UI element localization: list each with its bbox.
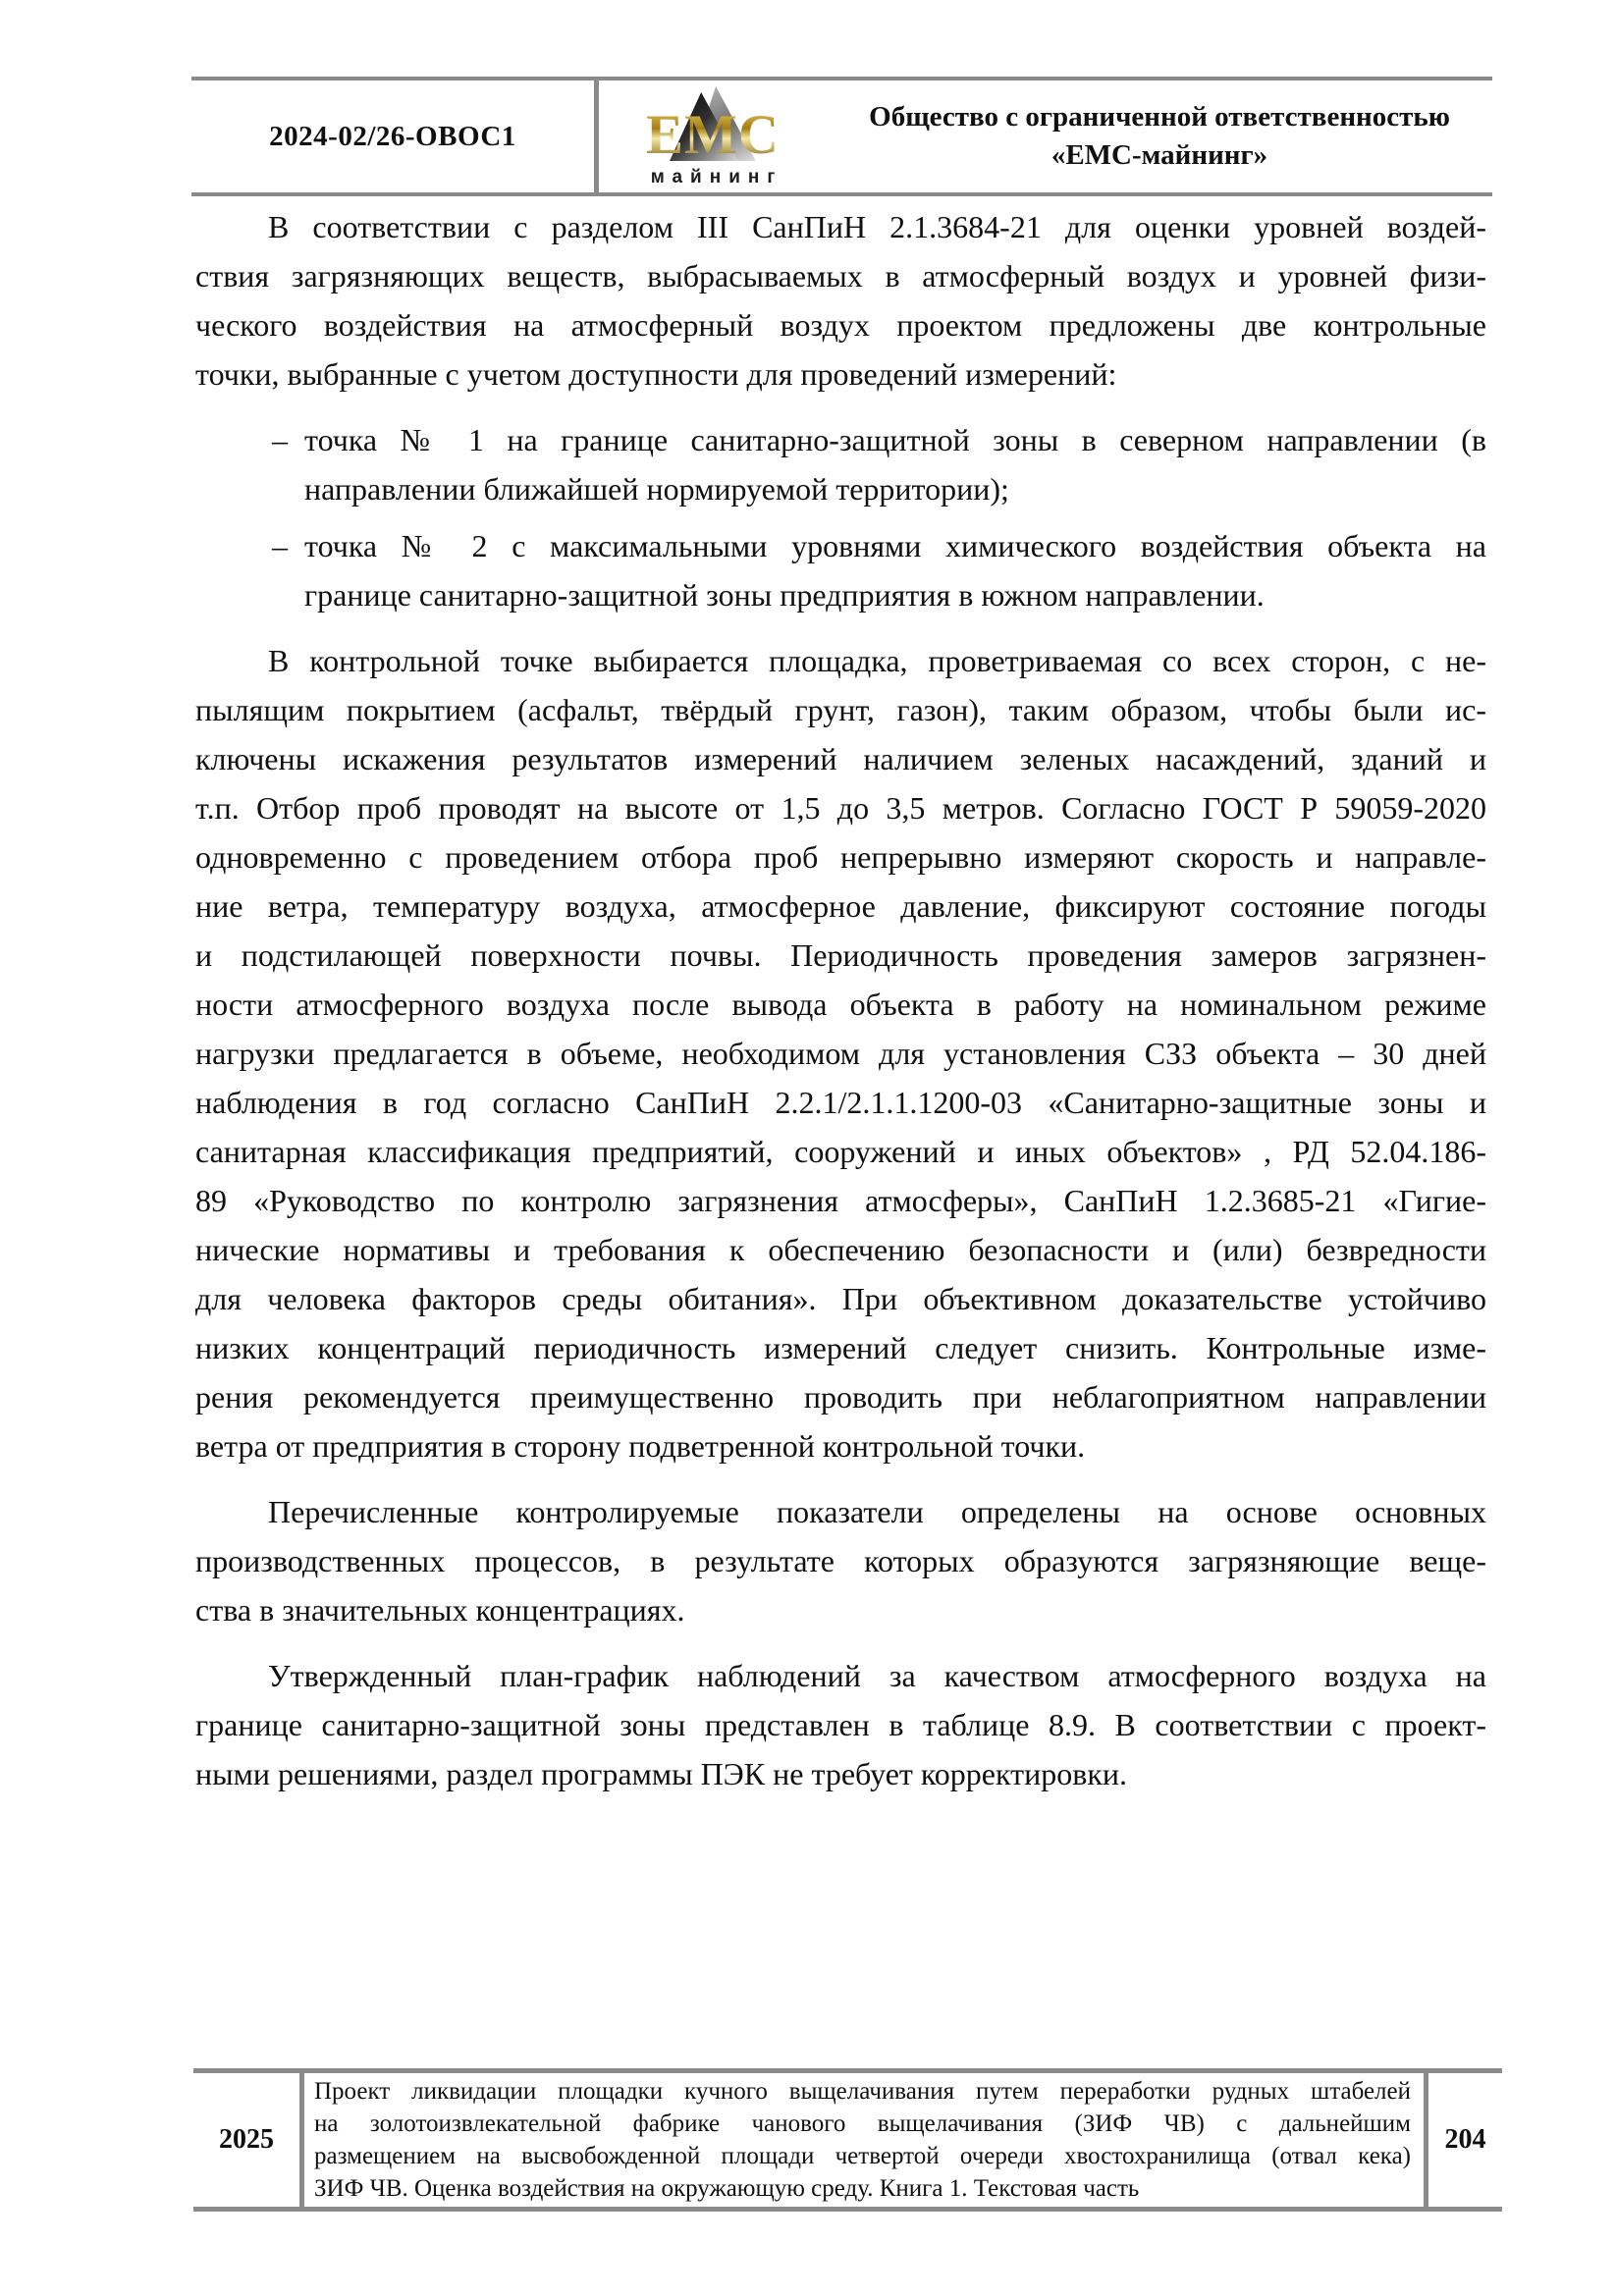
text-line: ключены искажения результатов измерений наличием зеленых насаждений, зданий и: [195, 741, 1486, 776]
paragraph: [195, 1651, 1486, 1798]
page-header: [191, 77, 1492, 196]
text-line: нические нормативы и требования к обеспечению безопасности и (или) безвредности: [195, 1232, 1486, 1267]
page-number: 204: [1444, 2124, 1486, 2155]
text-line: размещением на высвобожденной площади четвертой очереди хвостохранилища (отвал кека): [314, 2143, 1411, 2169]
text-line: ЗИФ ЧВ. Оценка воздействия на окружающую среду. Книга 1. Текстовая часть: [314, 2175, 1140, 2202]
text-line: ными решениями, раздел программы ПЭК не требует корректировки.: [195, 1756, 1128, 1791]
list-item: [195, 521, 1486, 619]
text-line: точка № 2 с максимальными уровнями химического воздействия объекта на: [304, 528, 1486, 563]
text-line: Утвержденный план-график наблюдений за качеством атмосферного воздуха на: [268, 1658, 1486, 1693]
text-line: ности атмосферного воздуха после вывода объекта в работу на номинальном режиме: [195, 987, 1486, 1022]
logo-cell: [599, 80, 827, 192]
paragraph: [195, 202, 1486, 399]
text-line: ства в значительных концентрациях.: [195, 1592, 685, 1628]
text-line: точка № 1 на границе санитарно-защитной зоны в северном направлении (в: [304, 422, 1486, 457]
text-line: В соответствии с разделом III СанПиН 2.1.3684-21 для оценки уровней воздей-: [268, 209, 1486, 244]
text-line: одновременно с проведением отбора проб непрерывно измеряют скорость и направле-: [195, 839, 1486, 875]
company-name: [827, 80, 1492, 192]
text-line: пылящим покрытием (асфальт, твёрдый грунт, газон), таким образом, чтобы были ис-: [195, 692, 1486, 727]
text-line: точки, выбранные с учетом доступности для проведений измерений:: [195, 356, 1117, 392]
logo-subtitle: майнинг: [650, 167, 783, 187]
text-line: санитарная классификация предприятий, сооружений и иных объектов» , РД 52.04.186-: [195, 1134, 1486, 1169]
text-line: низких концентраций периодичность измерений следует снизить. Контрольные изме-: [195, 1330, 1486, 1365]
text-line: границе санитарно-защитной зоны представлен в таблице 8.9. В соответствии с проект-: [195, 1707, 1486, 1742]
text-line: Проект ликвидации площадки кучного выщелачивания путем переработки рудных штабелей: [314, 2078, 1411, 2105]
text-line: т.п. Отбор проб проводят на высоте от 1,5 до 3,5 метров. Согласно ГОСТ Р 59059-2020: [195, 790, 1486, 826]
bullet-dash: –: [272, 528, 288, 563]
bullet-dash: –: [272, 422, 288, 457]
text-line: ние ветра, температуру воздуха, атмосферное давление, фиксируют состояние погоды: [195, 888, 1486, 924]
text-line: наблюдения в год согласно СанПиН 2.2.1/2.1.1.1200-03 «Санитарно-защитные зоны и: [195, 1085, 1486, 1120]
text-line: для человека факторов среды обитания». При объективном доказательстве устойчиво: [195, 1281, 1486, 1316]
document-number: 2024-02/26-ОВОС1: [269, 120, 516, 152]
company-name-line1: Общество с ограниченной ответственностью: [869, 101, 1450, 133]
paragraph: [195, 1487, 1486, 1634]
paragraph: [195, 636, 1486, 1470]
text-line: производственных процессов, в результате которых образуются загрязняющие веще-: [195, 1543, 1486, 1578]
footer-year: 2025: [219, 2124, 274, 2155]
document-body: [195, 202, 1486, 1815]
text-line: ческого воздействия на атмосферный воздух проектом предложены две контрольные: [195, 307, 1486, 343]
text-line: на золотоизвлекательной фабрике чанового выщелачивания (ЗИФ ЧВ) с дальнейшим: [314, 2110, 1411, 2137]
text-line: В контрольной точке выбирается площадка, проветриваемая со всех сторон, с не-: [268, 643, 1486, 678]
list-item: [195, 415, 1486, 513]
text-line: 89 «Руководство по контролю загрязнения атмосферы», СанПиН 1.2.3685-21 «Гигие-: [195, 1183, 1486, 1218]
page-footer: [193, 2068, 1502, 2212]
text-line: и подстилающей поверхности почвы. Периодичность проведения замеров загрязнен-: [195, 937, 1486, 973]
text-line: нагрузки предлагается в объеме, необходимом для установления СЗЗ объекта – 30 дней: [195, 1036, 1486, 1071]
text-line: направлении ближайшей нормируемой территории);: [304, 471, 1009, 507]
text-line: Перечисленные контролируемые показатели определены на основе основных: [268, 1494, 1486, 1529]
logo-abbreviation: ЕМС: [634, 106, 791, 165]
company-logo: [634, 84, 791, 188]
company-name-line2: «ЕМС-майнинг»: [1050, 139, 1268, 171]
text-line: ствия загрязняющих веществ, выбрасываемых в атмосферный воздух и уровней физи-: [195, 258, 1486, 294]
text-line: границе санитарно-защитной зоны предприятия в южном направлении.: [304, 577, 1265, 613]
text-line: ветра от предприятия в сторону подветренной контрольной точки.: [195, 1428, 1086, 1464]
text-line: рения рекомендуется преимущественно проводить при неблагоприятном направлении: [195, 1379, 1486, 1415]
project-description: [304, 2073, 1424, 2207]
